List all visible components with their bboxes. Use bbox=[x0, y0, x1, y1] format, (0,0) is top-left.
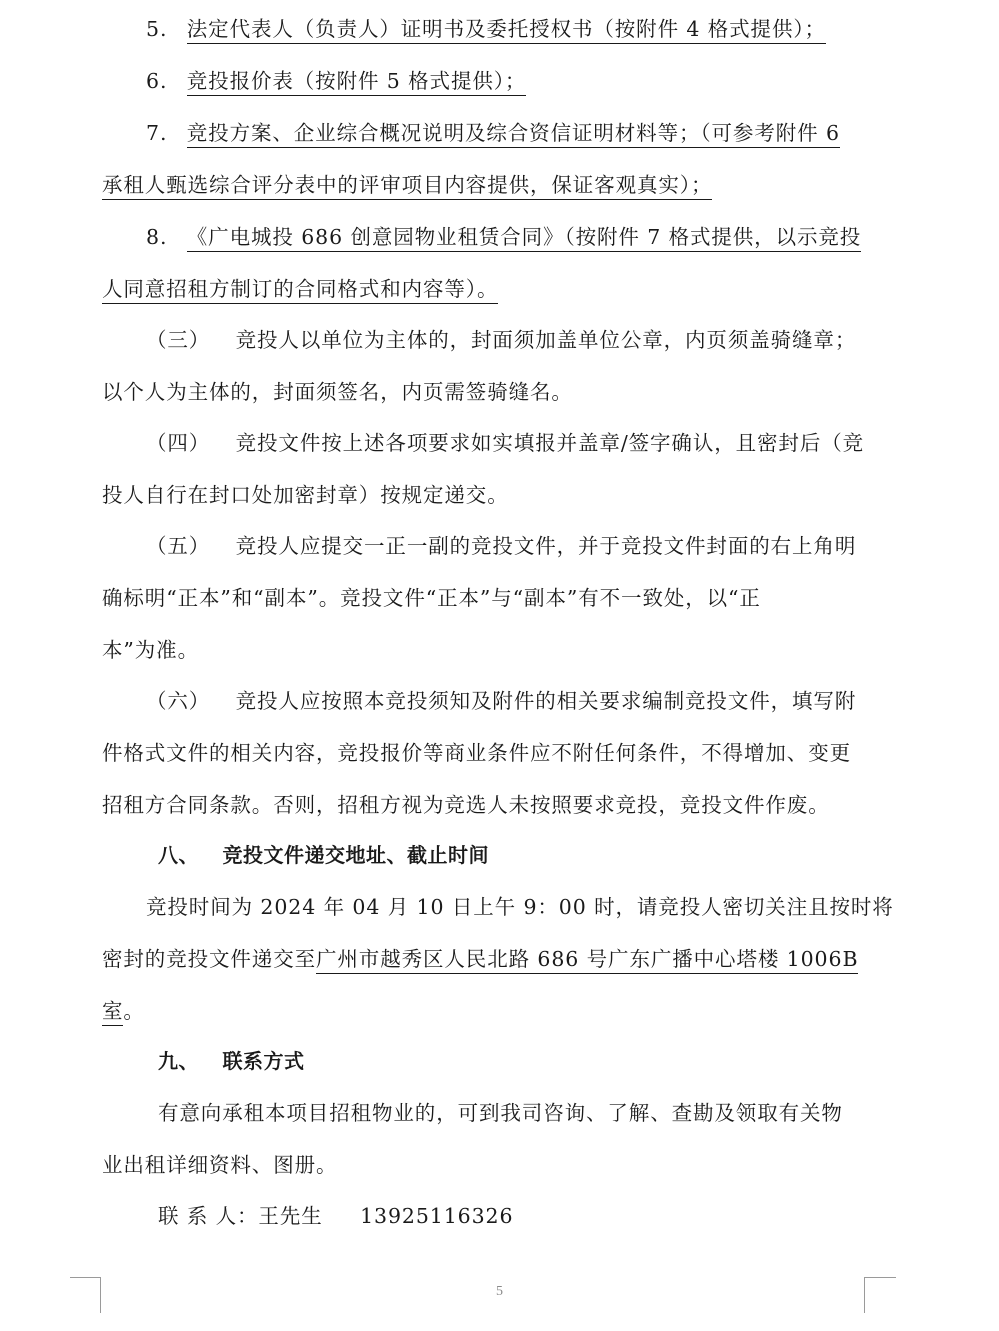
section-8-line2 bbox=[102, 946, 858, 972]
list-item-7-cont bbox=[102, 172, 712, 198]
page-number: 5 bbox=[496, 1284, 503, 1299]
contact-phone: 13925116326 bbox=[360, 1204, 514, 1228]
clause-text-line1: 竞投文件按上述各项要求如实填报并盖章/签字确认，且密封后（竞 bbox=[235, 431, 865, 455]
section-8-line3 bbox=[102, 998, 145, 1024]
section-8-heading bbox=[158, 842, 489, 868]
crop-mark-left-h bbox=[70, 1277, 100, 1278]
section-number: 八、 bbox=[158, 843, 199, 867]
section-number: 九、 bbox=[158, 1049, 199, 1073]
item-number: 5. bbox=[146, 17, 168, 41]
list-item-6 bbox=[146, 68, 526, 94]
item-number: 8. bbox=[146, 225, 168, 249]
clause-5-line3: 本”为准。 bbox=[102, 638, 199, 662]
clause-4 bbox=[146, 430, 864, 456]
section-title: 竞投文件递交地址、截止时间 bbox=[222, 843, 489, 867]
section-title: 联系方式 bbox=[222, 1049, 305, 1073]
section-9-heading bbox=[158, 1048, 304, 1074]
list-item-5 bbox=[146, 16, 826, 42]
list-item-7 bbox=[146, 120, 840, 146]
clause-text-line1: 竞投人应提交一正一副的竞投文件，并于竞投文件封面的右上角明 bbox=[235, 534, 857, 558]
clause-5 bbox=[146, 533, 856, 559]
submission-address-end: 室 bbox=[102, 999, 123, 1026]
contact-person: 联 系 人：王先生 bbox=[158, 1204, 323, 1228]
clause-6-line2: 件格式文件的相关内容，竞投报价等商业条件应不附任何条件，不得增加、变更 bbox=[102, 741, 851, 765]
clause-label: （六） bbox=[146, 689, 211, 713]
list-item-8 bbox=[146, 224, 861, 250]
clause-4-line2: 投人自行在封口处加密封章）按规定递交。 bbox=[102, 483, 509, 507]
item-text: 竞投报价表（按附件 5 格式提供）； bbox=[187, 69, 527, 96]
clause-label: （四） bbox=[146, 431, 211, 455]
clause-label: （三） bbox=[146, 328, 211, 352]
item-number: 7. bbox=[146, 121, 168, 145]
item-text: 法定代表人（负责人）证明书及委托授权书（按附件 4 格式提供）； bbox=[187, 17, 826, 44]
crop-mark-right-h bbox=[864, 1277, 896, 1278]
clause-3 bbox=[146, 327, 856, 353]
submission-address: 广州市越秀区人民北路 686 号广东广播中心塔楼 1006B bbox=[316, 947, 858, 974]
clause-label: （五） bbox=[146, 534, 211, 558]
list-item-8-cont bbox=[102, 276, 498, 302]
clause-6 bbox=[146, 688, 856, 714]
item-text-line2: 承租人甄选综合评分表中的评审项目内容提供，保证客观真实）； bbox=[102, 173, 712, 200]
period: 。 bbox=[123, 999, 145, 1023]
section-8-line1: 竞投时间为 2024 年 04 月 10 日上午 9：00 时，请竞投人密切关注且按时将 bbox=[146, 895, 894, 919]
section-9-line2: 业出租详细资料、图册。 bbox=[102, 1153, 338, 1177]
contact-line bbox=[158, 1203, 513, 1229]
item-text-line2: 人同意招租方制订的合同格式和内容等）。 bbox=[102, 277, 498, 304]
clause-text-line1: 竞投人应按照本竞投须知及附件的相关要求编制竞投文件，填写附 bbox=[235, 689, 857, 713]
clause-5-line2: 确标明“正本”和“副本”。竞投文件“正本”与“副本”有不一致处，以“正 bbox=[102, 586, 761, 610]
clause-6-line3: 招租方合同条款。否则，招租方视为竞选人未按照要求竞投，竞投文件作废。 bbox=[102, 793, 830, 817]
item-number: 6. bbox=[146, 69, 168, 93]
item-text-line1: 《广电城投 686 创意园物业租赁合同》（按附件 7 格式提供，以示竞投 bbox=[187, 225, 861, 252]
clause-text-line1: 竞投人以单位为主体的，封面须加盖单位公章，内页须盖骑缝章； bbox=[235, 328, 857, 352]
section-9-line1: 有意向承租本项目招租物业的，可到我司咨询、了解、查勘及领取有关物 bbox=[158, 1101, 843, 1125]
submission-text: 密封的竞投文件递交至 bbox=[102, 947, 316, 971]
item-text-line1: 竞投方案、企业综合概况说明及综合资信证明材料等；（可参考附件 6 bbox=[187, 121, 840, 148]
clause-3-line2: 以个人为主体的，封面须签名，内页需签骑缝名。 bbox=[102, 380, 573, 404]
